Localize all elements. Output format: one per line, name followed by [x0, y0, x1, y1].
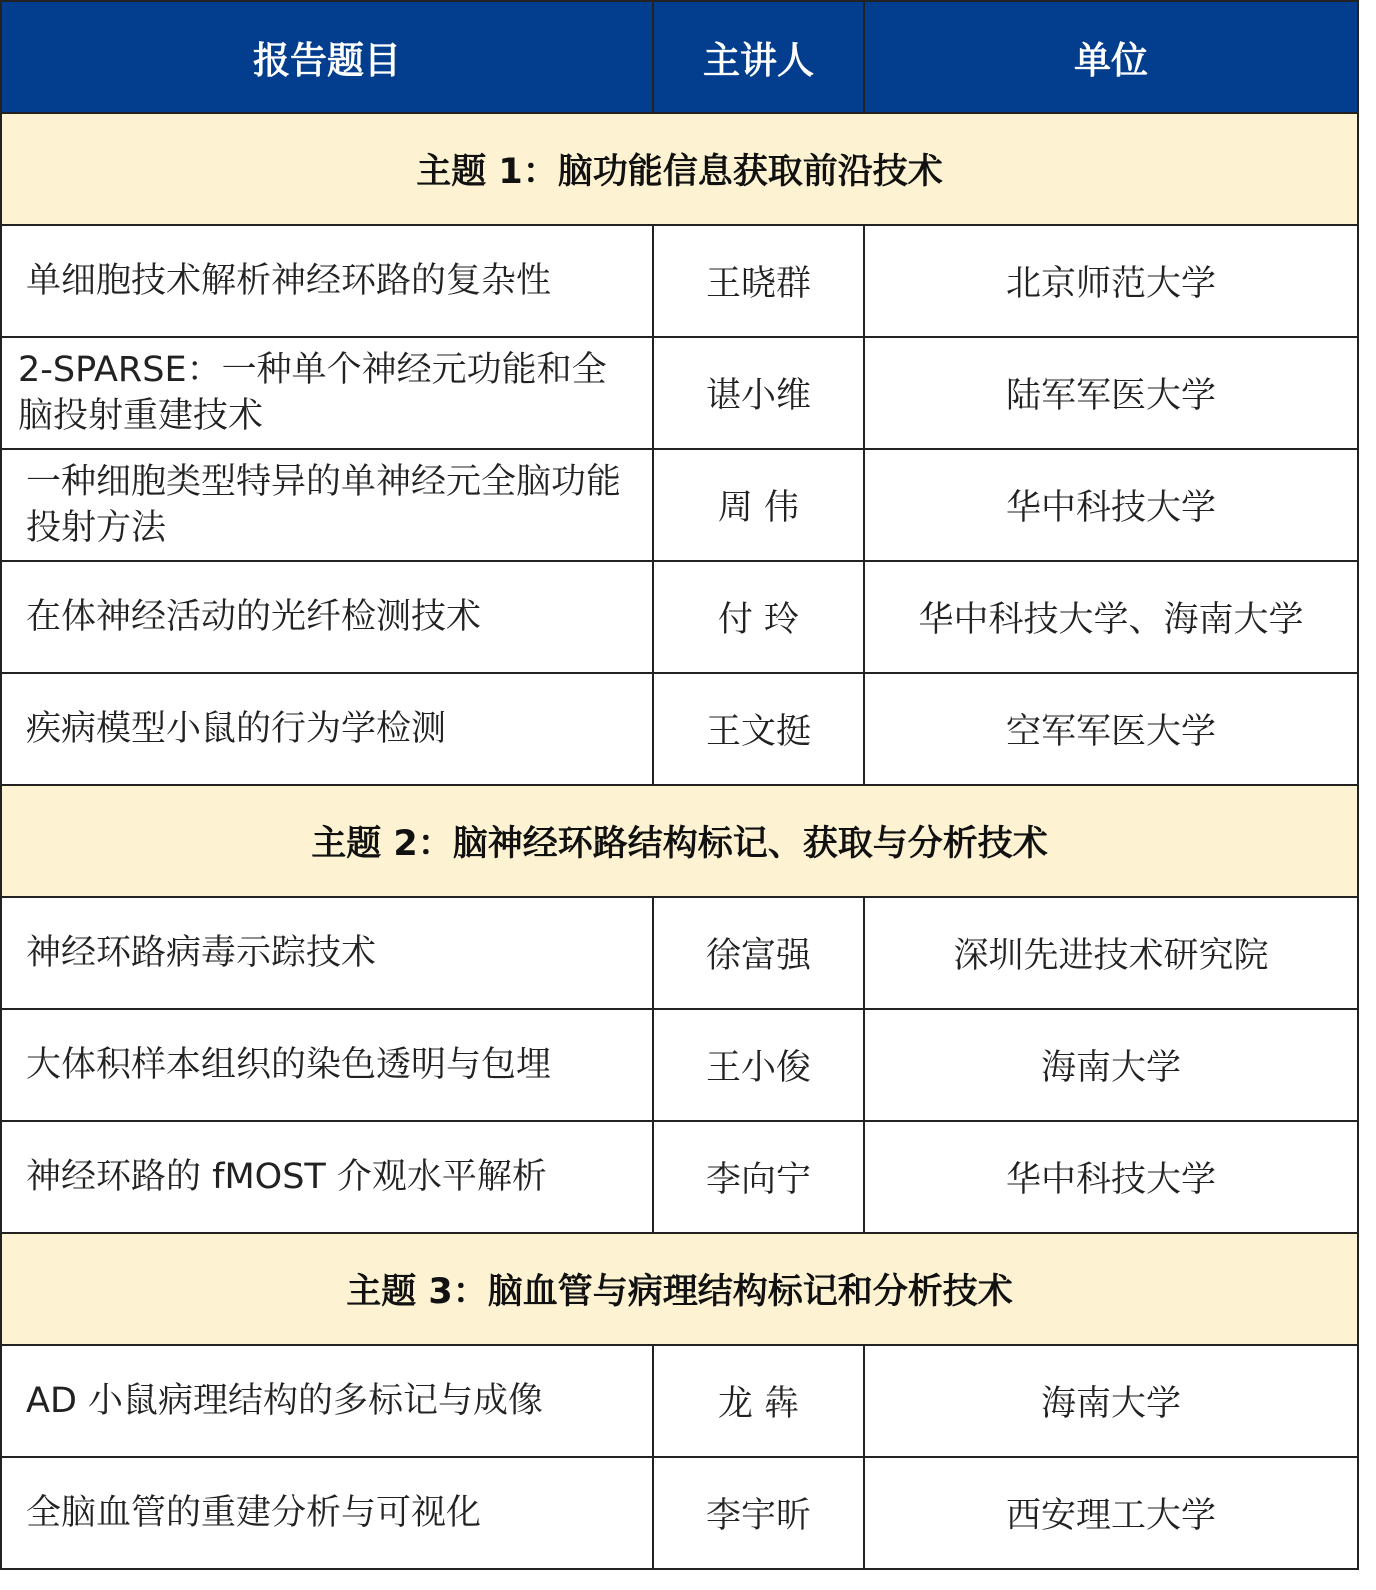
affiliation: 空军军医大学 [864, 673, 1358, 785]
table-row [1, 1345, 1358, 1457]
affiliation: 华中科技大学 [864, 449, 1358, 561]
section-label: 主题 1：脑功能信息获取前沿技术 [1, 113, 1358, 225]
affiliation: 海南大学 [864, 1009, 1358, 1121]
speaker-name: 李向宁 [653, 1121, 864, 1233]
table-row [1, 1009, 1358, 1121]
talk-title: 大体积样本组织的染色透明与包埋 [1, 1009, 653, 1121]
affiliation: 华中科技大学 [864, 1121, 1358, 1233]
talk-title: 单细胞技术解析神经环路的复杂性 [1, 225, 653, 337]
affiliation: 陆军军医大学 [864, 337, 1358, 449]
affiliation: 西安理工大学 [864, 1457, 1358, 1569]
speaker-name: 徐富强 [653, 897, 864, 1009]
speaker-name: 李宇昕 [653, 1457, 864, 1569]
affiliation: 北京师范大学 [864, 225, 1358, 337]
table-row [1, 897, 1358, 1009]
talk-title: 疾病模型小鼠的行为学检测 [1, 673, 653, 785]
talk-title: AD 小鼠病理结构的多标记与成像 [1, 1345, 653, 1457]
section-row [1, 785, 1358, 897]
speaker-name: 王晓群 [653, 225, 864, 337]
section-label: 主题 3：脑血管与病理结构标记和分析技术 [1, 1233, 1358, 1345]
header-row [1, 1, 1358, 113]
table-row [1, 449, 1358, 561]
speaker-name: 龙 犇 [653, 1345, 864, 1457]
table-row [1, 1121, 1358, 1233]
talk-title: 全脑血管的重建分析与可视化 [1, 1457, 653, 1569]
table-row [1, 337, 1358, 449]
table-row [1, 561, 1358, 673]
header-title: 报告题目 [1, 1, 653, 113]
section-row [1, 113, 1358, 225]
affiliation: 华中科技大学、海南大学 [864, 561, 1358, 673]
speaker-name: 付 玲 [653, 561, 864, 673]
talk-title: 神经环路病毒示踪技术 [1, 897, 653, 1009]
affiliation: 海南大学 [864, 1345, 1358, 1457]
speaker-name: 王小俊 [653, 1009, 864, 1121]
affiliation: 深圳先进技术研究院 [864, 897, 1358, 1009]
header-unit: 单位 [864, 1, 1358, 113]
section-label: 主题 2：脑神经环路结构标记、获取与分析技术 [1, 785, 1358, 897]
table-row [1, 225, 1358, 337]
talk-title: 2-SPARSE：一种单个神经元功能和全脑投射重建技术 [1, 337, 653, 449]
section-row [1, 1233, 1358, 1345]
talk-title: 一种细胞类型特异的单神经元全脑功能投射方法 [1, 449, 653, 561]
speaker-name: 周 伟 [653, 449, 864, 561]
talk-title: 在体神经活动的光纤检测技术 [1, 561, 653, 673]
speaker-name: 谌小维 [653, 337, 864, 449]
talk-title: 神经环路的 fMOST 介观水平解析 [1, 1121, 653, 1233]
header-speaker: 主讲人 [653, 1, 864, 113]
table-row [1, 673, 1358, 785]
speaker-name: 王文挺 [653, 673, 864, 785]
table-row [1, 1457, 1358, 1569]
